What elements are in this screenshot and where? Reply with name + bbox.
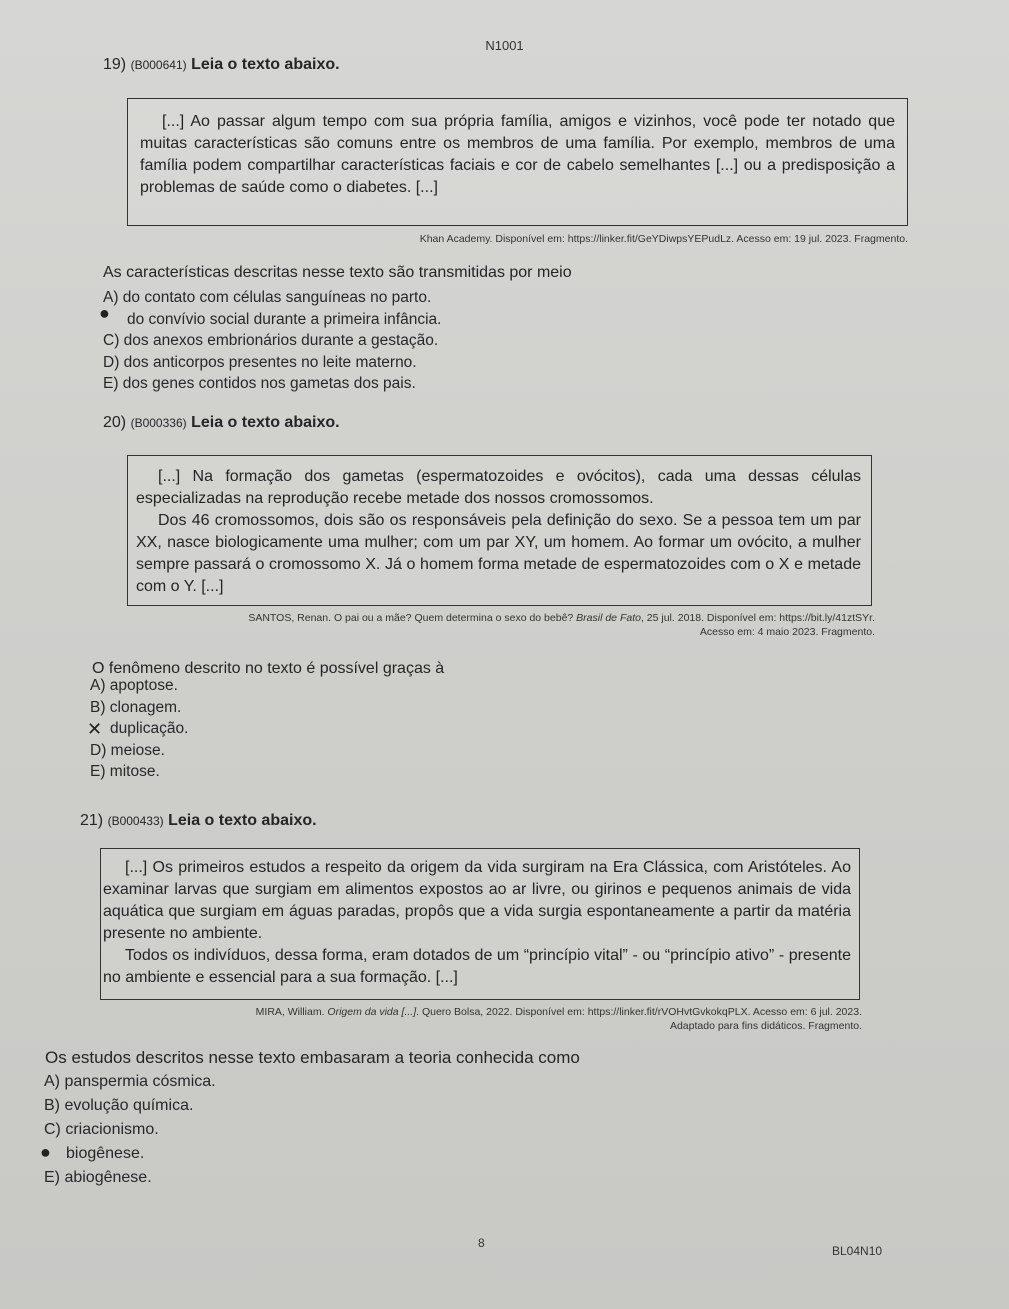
q20-stem: O fenômeno descrito no texto é possível graças à bbox=[92, 660, 445, 677]
page-number: 8 bbox=[478, 1236, 485, 1250]
q19-title-text: Leia o texto abaixo. bbox=[191, 56, 340, 73]
q19-stem: As características descritas nesse texto são transmitidas por meio bbox=[103, 264, 572, 281]
q19-option-d[interactable]: D) dos anticorpos presentes no leite materno. bbox=[103, 353, 417, 371]
q19-title bbox=[103, 56, 340, 74]
q20-title bbox=[103, 414, 340, 432]
q20-source bbox=[125, 611, 875, 639]
q21-source-details: . Quero Bolsa, 2022. Disponível em: https://linker.fit/rVOHvtGvkokqPLX. Acesso em: 6 jul. 2023. bbox=[416, 1006, 862, 1018]
q21-option-b[interactable]: B) evolução química. bbox=[44, 1097, 194, 1114]
q20-option-b[interactable]: B) clonagem. bbox=[90, 698, 182, 716]
q20-source-author: SANTOS, Renan. O pai ou a mãe? Quem determina o sexo do bebê? bbox=[248, 612, 577, 624]
q21-source-title: Origem da vida [...] bbox=[327, 1006, 417, 1018]
q21-source-line2: Adaptado para fins didáticos. Fragmento. bbox=[669, 1020, 862, 1032]
q19-option-e[interactable]: E) dos genes contidos nos gametas dos pais. bbox=[103, 375, 416, 392]
q20-source-publication: Brasil de Fato bbox=[576, 612, 641, 624]
q20-option-d[interactable]: D) meiose. bbox=[90, 741, 165, 759]
q21-options bbox=[44, 1070, 216, 1190]
q21-passage-box bbox=[100, 848, 860, 1000]
q21-stem: Os estudos descritos nesse texto embasaram a teoria conhecida como bbox=[45, 1048, 580, 1067]
q21-option-d-text: biogênese. bbox=[66, 1145, 145, 1162]
footer-code: BL04N10 bbox=[832, 1244, 883, 1258]
q19-number: 19) bbox=[103, 56, 127, 73]
q19-passage: [...] Ao passar algum tempo com sua própria família, amigos e vizinhos, você pode ter notado que muitas características são comuns entre os membros de uma família. Por exemplo, membros de uma família podem compartilhar características faciais e cor de cabelo semelhantes [...] ou a predisposição a problemas de saúde como o diabetes. [...] bbox=[140, 113, 895, 196]
q19-source: Khan Academy. Disponível em: https://linker.fit/GeYDiwpsYEPudLz. Acesso em: 19 jul. 2023. Fragmento. bbox=[419, 233, 908, 245]
q20-pen-mark-icon: ✕ bbox=[87, 719, 103, 739]
q20-passage-box bbox=[127, 455, 872, 606]
q20-option-c[interactable] bbox=[90, 718, 188, 740]
header-code: N1001 bbox=[485, 38, 524, 53]
q21-number: 21) bbox=[80, 812, 104, 829]
q20-code: (B000336) bbox=[130, 416, 187, 430]
q20-source-line1 bbox=[125, 611, 875, 625]
q20-passage-p1: [...] Na formação dos gametas (espermatozoides e ovócitos), cada uma dessas células especializadas na reprodução recebe metade dos nossos cromossomos. bbox=[136, 468, 861, 507]
q21-title-text: Leia o texto abaixo. bbox=[168, 812, 317, 829]
q19-options bbox=[103, 287, 441, 395]
q20-title-text: Leia o texto abaixo. bbox=[191, 414, 340, 431]
q21-code: (B000433) bbox=[107, 814, 164, 828]
q20-source-details: , 25 jul. 2018. Disponível em: https://bit.ly/41ztSYr. bbox=[640, 612, 875, 624]
q21-source-author: MIRA, William. bbox=[255, 1006, 328, 1018]
q20-option-c-text: duplicação. bbox=[110, 720, 189, 737]
q20-number: 20) bbox=[103, 414, 127, 431]
q21-source bbox=[110, 1005, 862, 1033]
q21-title bbox=[80, 812, 317, 830]
q21-option-a[interactable]: A) panspermia cósmica. bbox=[44, 1073, 216, 1090]
q21-source-line1 bbox=[110, 1005, 862, 1019]
q21-option-c[interactable]: C) criacionismo. bbox=[44, 1121, 159, 1138]
q20-passage-p2: Dos 46 cromossomos, dois são os responsáveis pela definição do sexo. Se a pessoa tem um par XX, nasce biologicamente uma mulher; com um par XY, um homem. Ao formar um ovócito, a mulher sempre passará o cromossomo X. Já o homem forma metade de espermatozoides com o X e metade com o Y. [...] bbox=[136, 512, 861, 595]
q19-option-a[interactable]: A) do contato com células sanguíneas no parto. bbox=[103, 289, 432, 306]
q20-options bbox=[90, 675, 188, 783]
q21-passage-p2: Todos os indivíduos, dessa forma, eram dotados de um “princípio vital” - ou “princípio ativo” - presente no ambiente e essencial para a sua formação. [...] bbox=[103, 947, 851, 986]
q20-option-a[interactable]: A) apoptose. bbox=[90, 677, 178, 694]
q19-option-b-text: do convívio social durante a primeira infância. bbox=[127, 310, 442, 328]
q19-option-b[interactable] bbox=[103, 309, 441, 331]
q19-pen-mark-icon: ● bbox=[99, 303, 110, 323]
q19-passage-box bbox=[127, 98, 908, 226]
q21-pen-mark-icon: ● bbox=[40, 1142, 51, 1162]
q20-option-e[interactable]: E) mitose. bbox=[90, 763, 160, 780]
q19-code: (B000641) bbox=[130, 58, 187, 72]
q21-option-d[interactable] bbox=[44, 1142, 216, 1166]
q20-source-line2: Acesso em: 4 maio 2023. Fragmento. bbox=[699, 626, 875, 638]
q19-option-c[interactable]: C) dos anexos embrionários durante a gestação. bbox=[103, 332, 439, 349]
q21-option-e[interactable]: E) abiogênese. bbox=[44, 1169, 152, 1186]
q21-passage-p1: [...] Os primeiros estudos a respeito da origem da vida surgiram na Era Clássica, com Aristóteles. Ao examinar larvas que surgiam em alimentos expostos ao ar livre, ou girinos e pequenos animais de vida aquática que surgiam em águas paradas, propôs que a vida surgia espontaneamente a partir da matéria presente no ambiente. bbox=[103, 859, 851, 942]
